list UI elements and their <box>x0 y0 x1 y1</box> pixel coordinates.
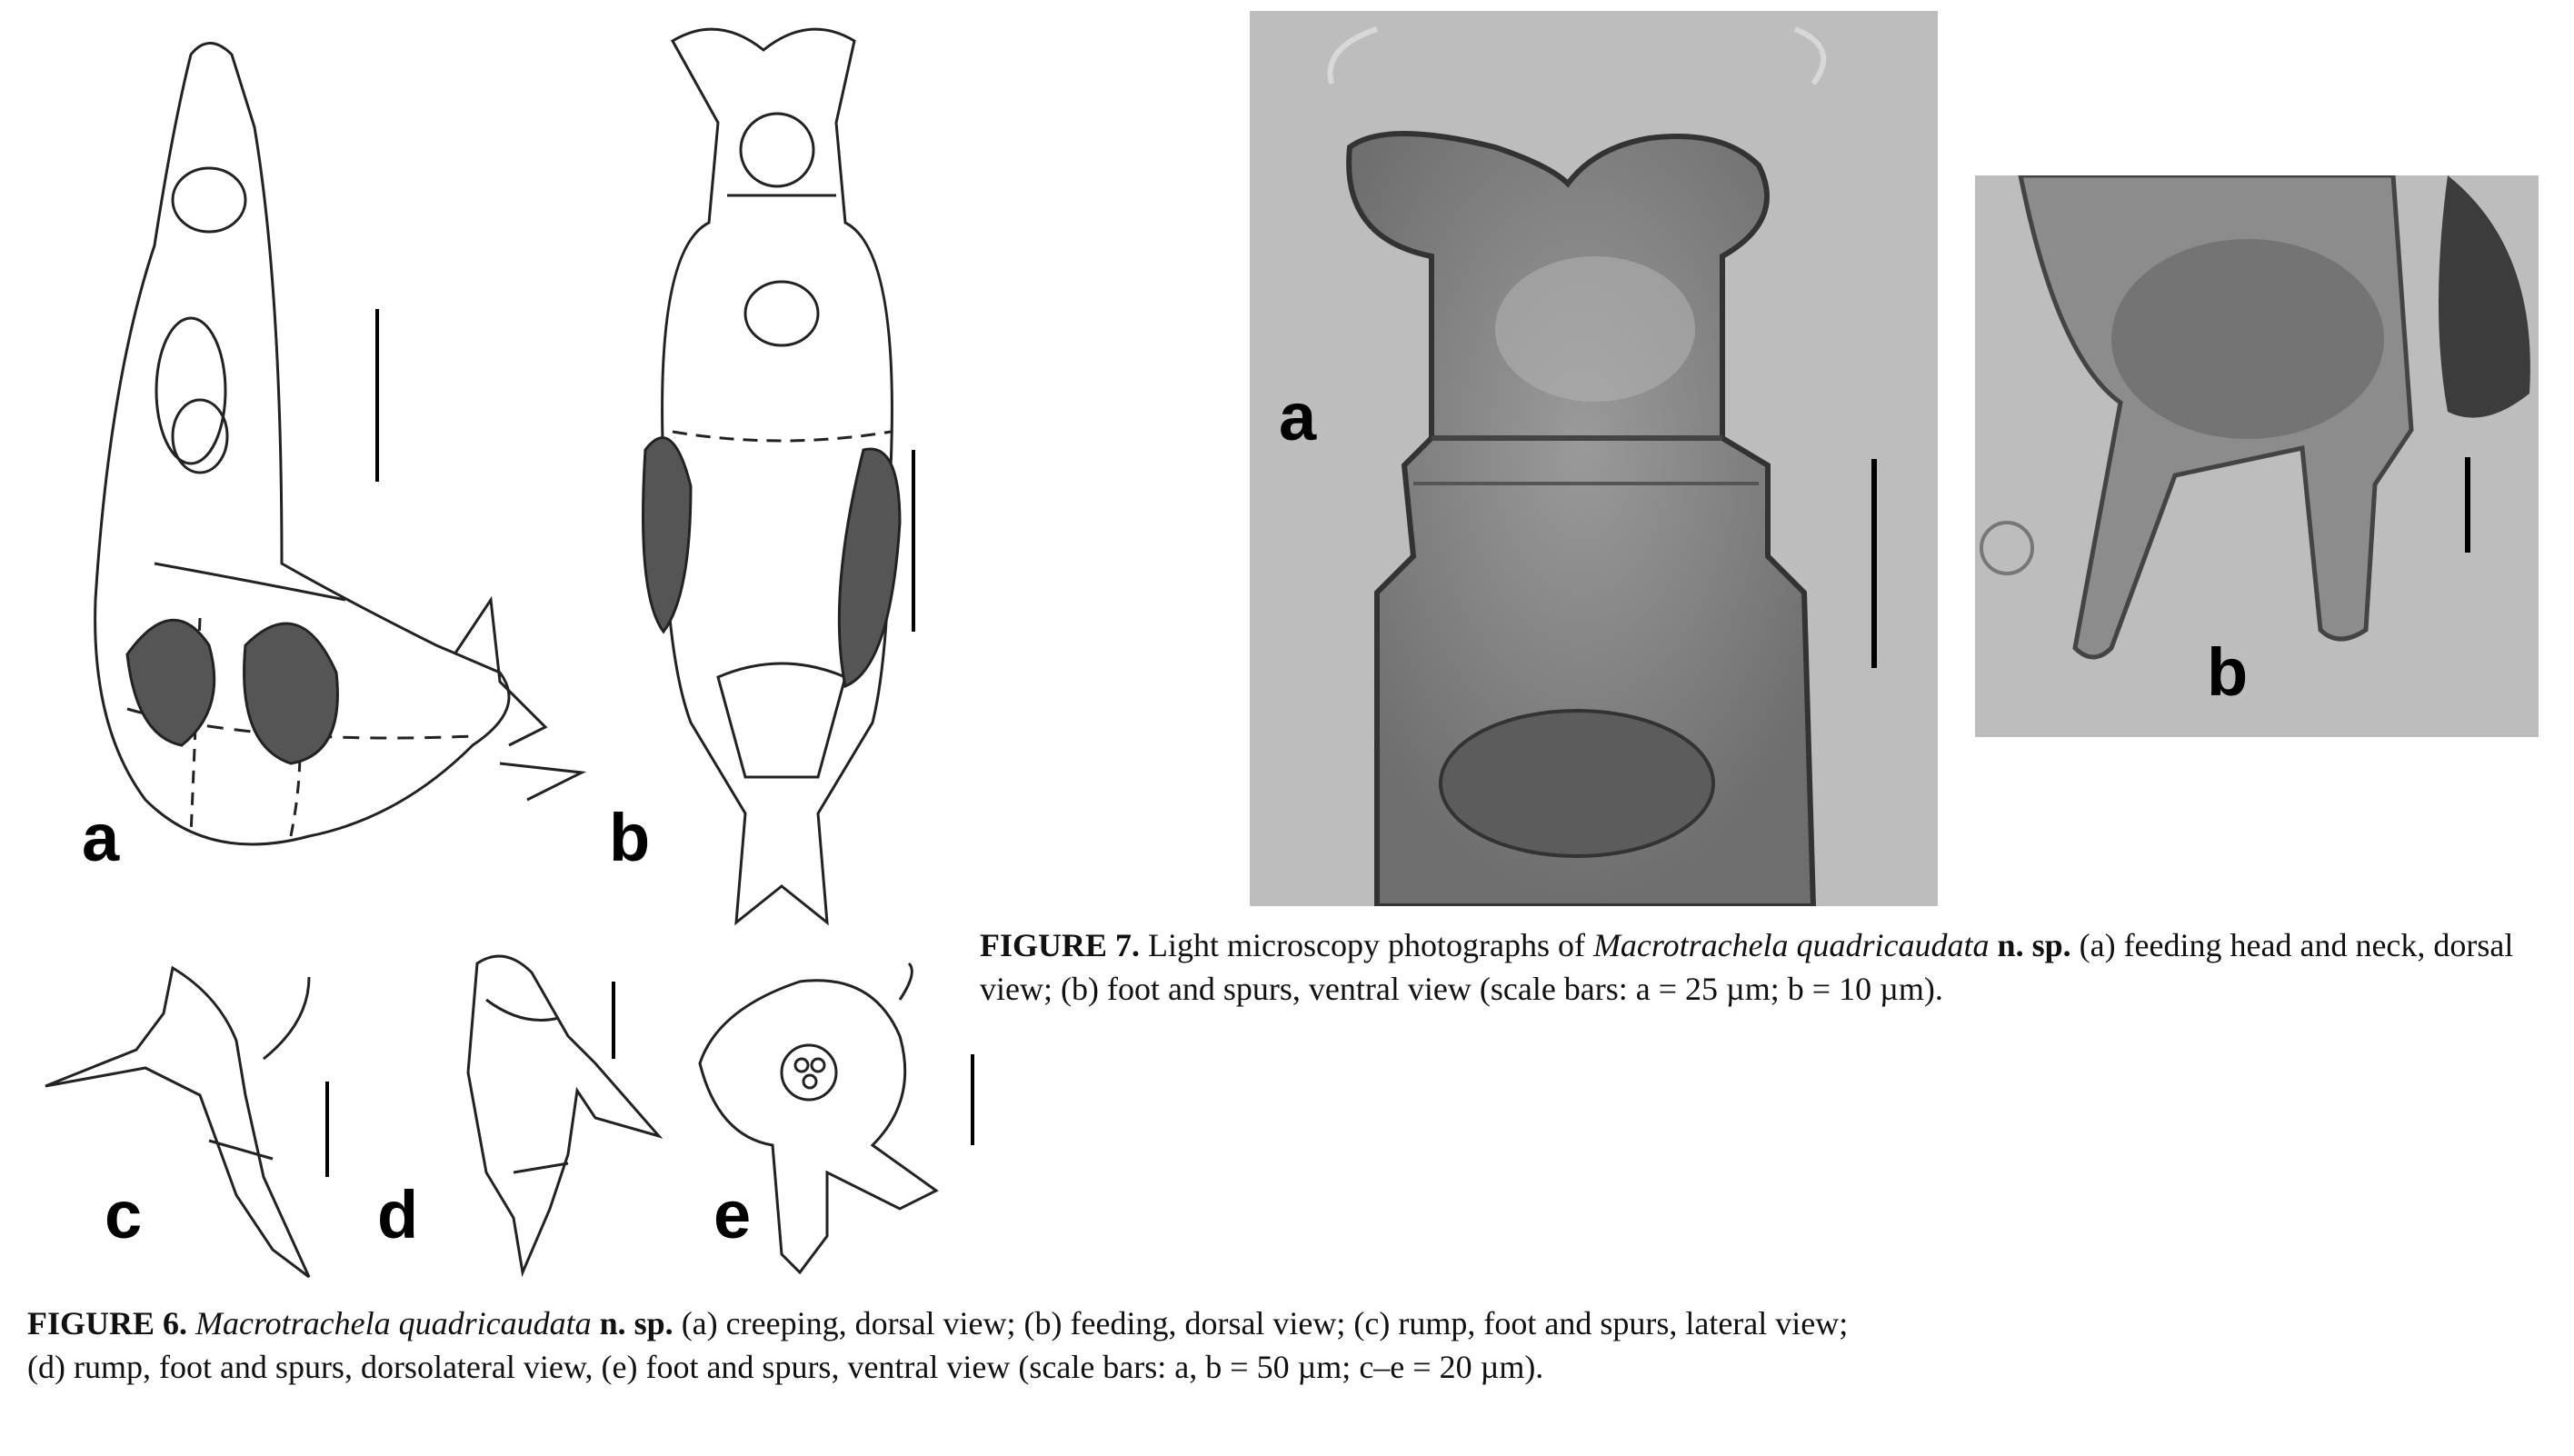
figure-6-caption <box>27 1301 1872 1389</box>
fig6-label-a: a <box>82 800 120 875</box>
figure-7-caption <box>980 923 2574 1011</box>
figure-7-caption-intro: Light microscopy photographs of <box>1140 927 1593 963</box>
fig6-label-b: b <box>609 800 651 875</box>
scale-bar-a <box>1250 11 1938 906</box>
photo-a-head-neck <box>1250 11 1938 906</box>
figure-6-label: FIGURE 6. <box>27 1305 188 1341</box>
fig6-label-c: c <box>105 1177 143 1252</box>
fig7-label-a: a <box>1279 379 1317 454</box>
figure-7-label: FIGURE 7. <box>980 927 1141 963</box>
fig7-label-b: b <box>2207 634 2249 710</box>
figure-6-nsp: n. sp. <box>599 1305 673 1341</box>
figure-7-caption-text: (a) feeding head and neck, dorsal view; (b) foot and spurs, ventral view (scale bars: a = 25 µm; b = 10 µm). <box>980 927 2514 1007</box>
drawing-d-dorsolateral <box>414 945 677 1281</box>
figure-7-species: Macrotrachela quadricaudata <box>1592 927 1990 963</box>
figure-6-species: Macrotrachela quadricaudata <box>195 1305 592 1341</box>
drawing-a-creeping <box>73 18 582 882</box>
figure-7-nsp: n. sp. <box>1997 927 2071 963</box>
scale-bar-b <box>1975 175 2539 737</box>
drawing-b-feeding <box>600 14 963 932</box>
figure-6-caption-text: (a) creeping, dorsal view; (b) feeding, dorsal view; (c) rump, foot and spurs, lateral view; (d) rump, foot and spurs, dorsolateral view, (e) foot and spurs, ventral view (scale bars: a, b = 50 µm; c–e = 20 µm). <box>27 1305 1849 1385</box>
fig6-label-d: d <box>377 1177 419 1252</box>
photo-b-foot-spurs <box>1975 175 2539 737</box>
fig6-label-e: e <box>713 1177 752 1252</box>
drawing-c-lateral <box>36 959 345 1286</box>
